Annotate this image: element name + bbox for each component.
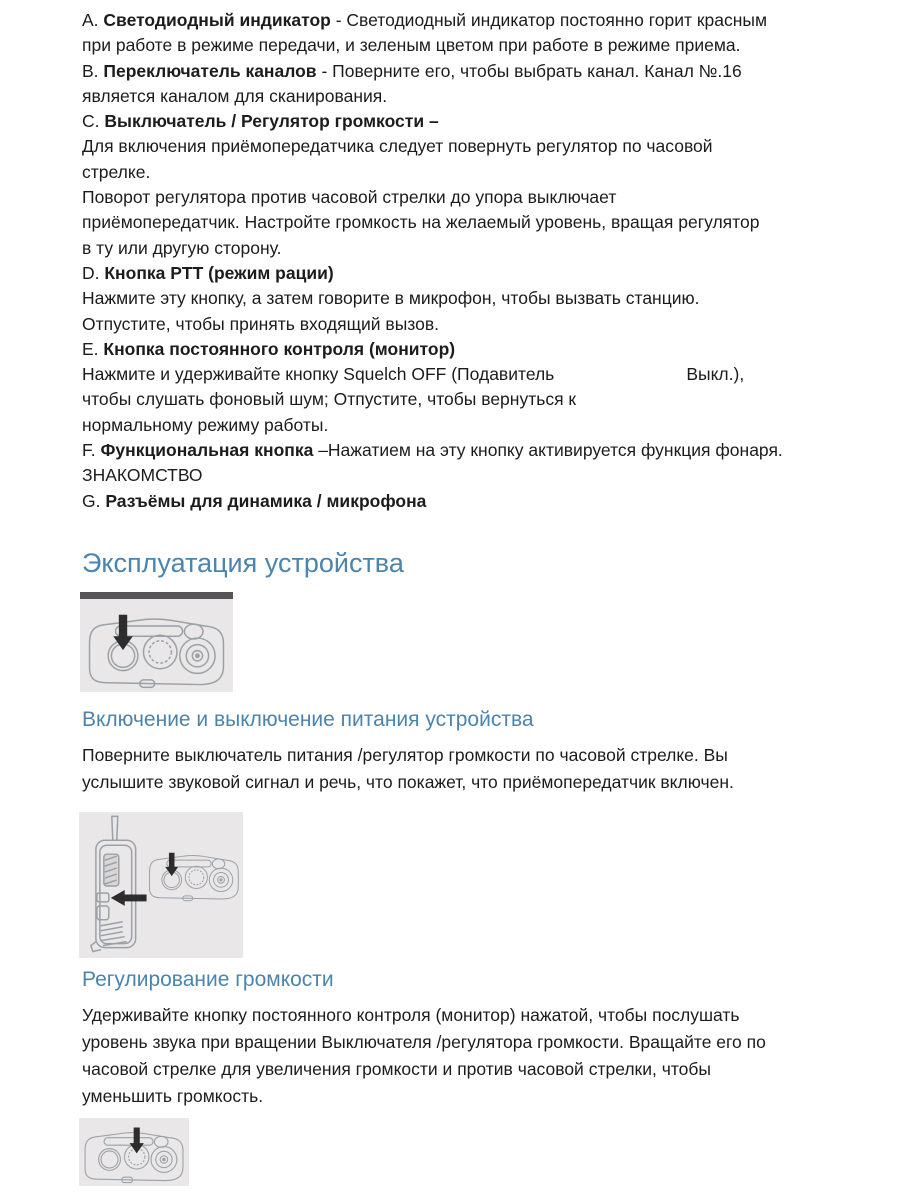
text-line: D. Кнопка PTT (режим рации) <box>82 262 334 283</box>
text-line: услышите звуковой сигнал и речь, что покажет, что приёмопередатчик включен. <box>82 772 734 792</box>
text-line: B. Переключатель каналов - Поверните его, чтобы выбрать канал. Канал №.16 <box>82 60 742 81</box>
controls-list <box>82 8 842 514</box>
text-line: часовой стрелке для увеличения громкости и против часовой стрелки, чтобы <box>82 1059 711 1079</box>
text-line: Поворот регулятора против часовой стрелки до упора выключает <box>82 187 617 208</box>
text-line: G. Разъёмы для динамика / микрофона <box>82 490 427 511</box>
text-line: A. Светодиодный индикатор - Светодиодный индикатор постоянно горит красным <box>82 10 768 30</box>
text-line: Нажмите эту кнопку, а затем говорите в микрофон, чтобы вызвать станцию. <box>82 288 700 309</box>
radio-top-view-sketch <box>79 1118 189 1186</box>
text-line: Для включения приёмопередатчика следует повернуть регулятор по часовой <box>82 136 713 157</box>
text-line: Поверните выключатель питания /регулятор громкости по часовой стрелке. Вы <box>82 745 728 765</box>
text-line: приёмопередатчик. Настройте громкость на желаемый уровень, вращая регулятор <box>82 212 760 233</box>
volume-paragraph <box>82 1002 842 1110</box>
subsection-heading-volume: Регулирование громкости <box>82 968 334 991</box>
radio-side-and-top-sketch <box>79 812 243 958</box>
text-line: Нажмите и удерживайте кнопку Squelch OFF (Подавитель Выкл.), <box>82 364 745 385</box>
section-heading-operation: Эксплуатация устройства <box>82 548 404 578</box>
down-arrow-icon <box>130 1128 144 1154</box>
text-line: ЗНАКОМСТВО <box>82 465 203 486</box>
text-line: Удерживайте кнопку постоянного контроля (монитор) нажатой, чтобы послушать <box>82 1005 740 1025</box>
text-line: уменьшить громкость. <box>82 1086 264 1106</box>
text-line: в ту или другую сторону. <box>82 237 282 258</box>
text-line: стрелке. <box>82 161 151 182</box>
text-line: C. Выключатель / Регулятор громкости – <box>82 111 439 132</box>
text-line: Отпустите, чтобы принять входящий вызов. <box>82 313 440 334</box>
text-line: является каналом для сканирования. <box>82 85 388 106</box>
text-line: уровень звука при вращении Выключателя /регулятора громкости. Вращайте его по <box>82 1032 766 1052</box>
radio-top-view-sketch <box>80 599 233 692</box>
text-line: при работе в режиме передачи, и зеленым цветом при работе в режиме приема. <box>82 35 741 56</box>
text-line: F. Функциональная кнопка –Нажатием на эту кнопку активируется функция фонаря. <box>82 440 783 461</box>
figure-radio-side-and-top-view <box>79 812 243 958</box>
text-line: чтобы слушать фоновый шум; Отпустите, чтобы вернуться к <box>82 389 577 410</box>
text-line: нормальному режиму работы. <box>82 414 329 435</box>
figure-radio-top-view-power <box>80 592 233 692</box>
figure-radio-top-view-channel <box>79 1118 189 1186</box>
figure-top-bar <box>80 592 233 599</box>
radio-side-view-sketch <box>91 816 147 951</box>
subsection-heading-power: Включение и выключение питания устройства <box>82 708 534 731</box>
power-paragraph <box>82 742 842 796</box>
text-line: E. Кнопка постоянного контроля (монитор) <box>82 338 456 359</box>
